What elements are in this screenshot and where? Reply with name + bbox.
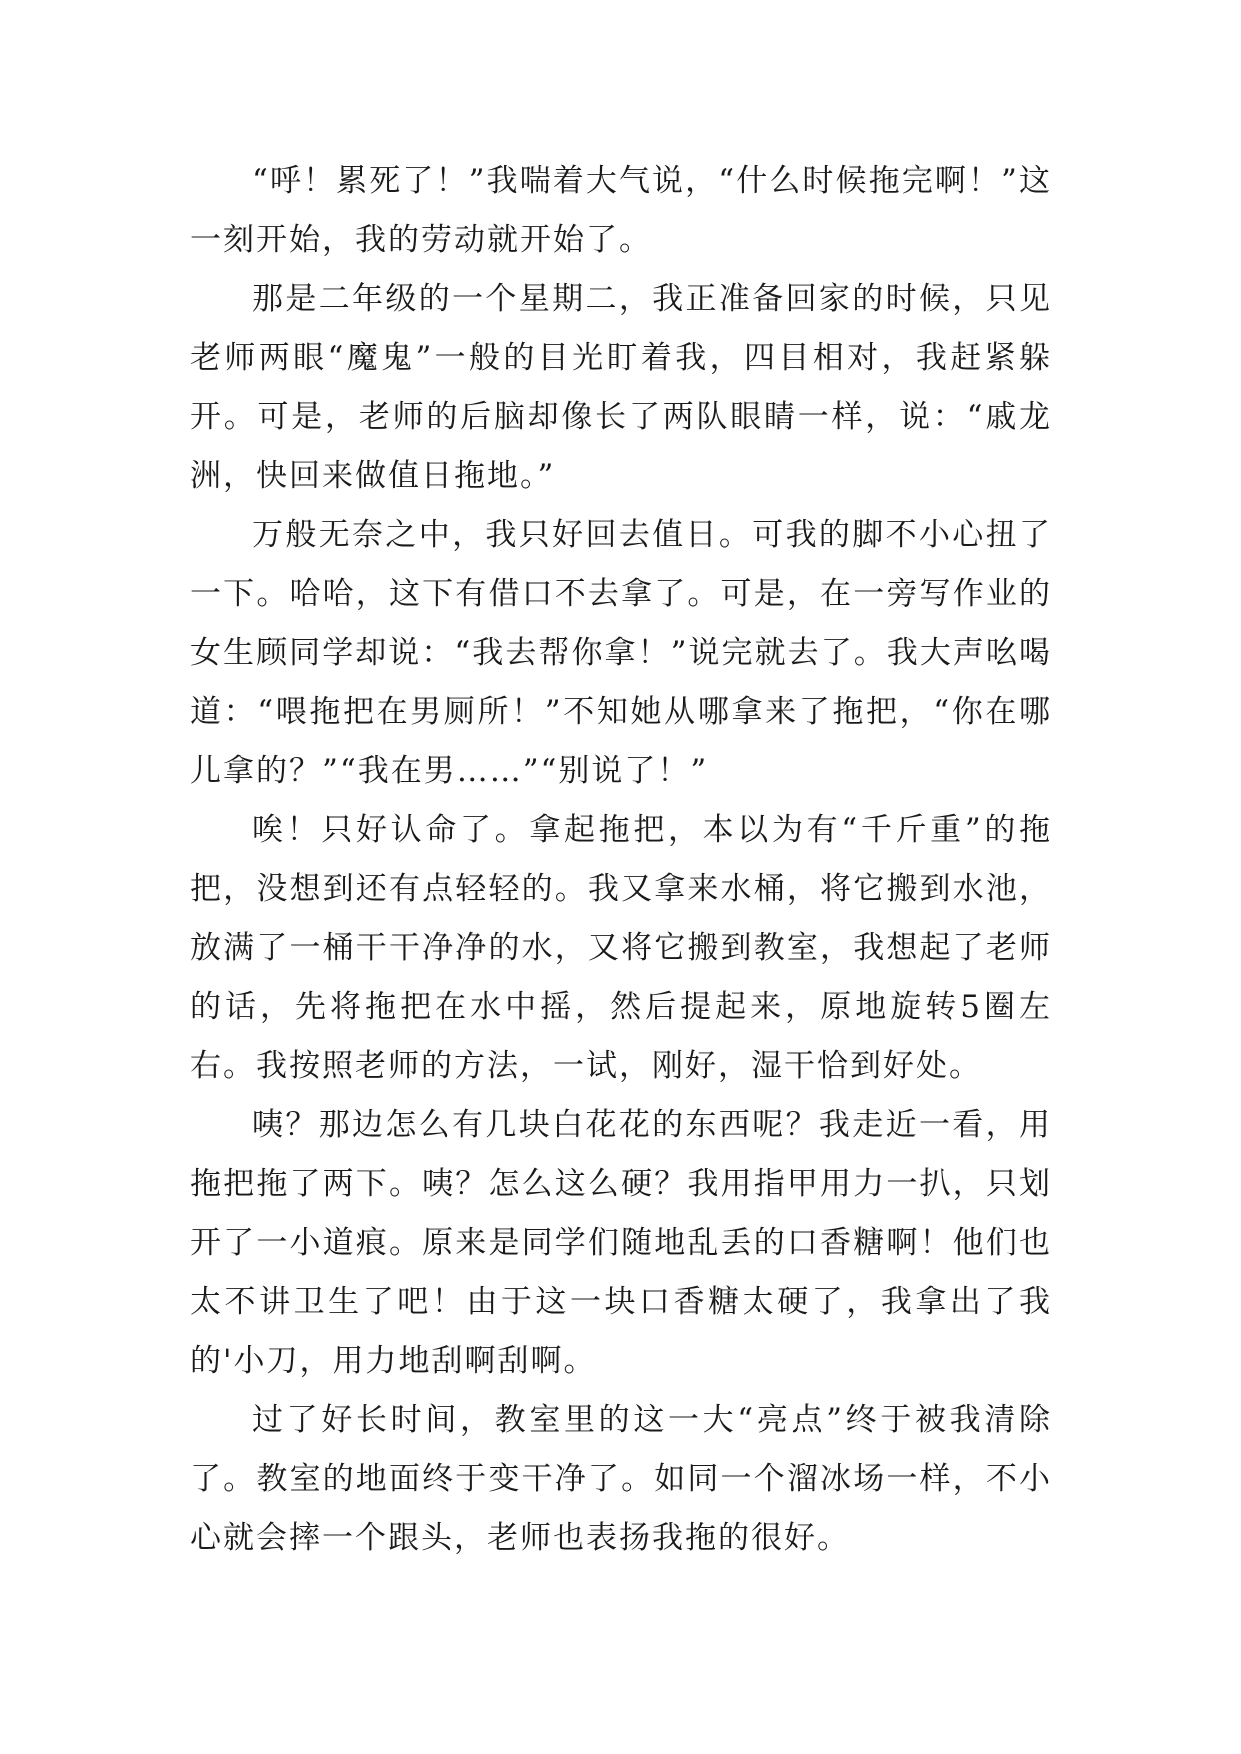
essay-body (190, 152, 1052, 1568)
paragraph-4: 唉！只好认命了。拿起拖把，本以为有“千斤重”的拖把，没想到还有点轻轻的。我又拿来水桶，将它搬到水池，放满了一桶干干净净的水，又将它搬到教室，我想起了老师的话，先将拖把在水中摇，然后提起来，原地旋转5圈左右。我按照老师的方法，一试，刚好，湿干恰到好处。 (190, 812, 1052, 1084)
paragraph-6: 过了好长时间，教室里的这一大“亮点”终于被我清除了。教室的地面终于变干净了。如同一个溜冰场一样，不小心就会摔一个跟头，老师也表扬我拖的很好。 (190, 1402, 1052, 1556)
paragraph-2: 那是二年级的一个星期二，我正准备回家的时候，只见老师两眼“魔鬼”一般的目光盯着我，四目相对，我赶紧躲开。可是，老师的后脑却像长了两队眼睛一样，说：“戚龙洲，快回来做值日拖地。” (190, 281, 1052, 494)
paragraph-1: “呼！累死了！”我喘着大气说，“什么时候拖完啊！”这一刻开始，我的劳动就开始了。 (190, 163, 1052, 258)
paragraph-3: 万般无奈之中，我只好回去值日。可我的脚不小心扭了一下。哈哈，这下有借口不去拿了。可是，在一旁写作业的女生顾同学却说：“我去帮你拿！”说完就去了。我大声吆喝道：“喂拖把在男厕所！”不知她从哪拿来了拖把，“你在哪儿拿的？”“我在男……”“别说了！” (190, 517, 1052, 789)
paragraph-5: 咦？那边怎么有几块白花花的东西呢？我走近一看，用拖把拖了两下。咦？怎么这么硬？我用指甲用力一扒，只划开了一小道痕。原来是同学们随地乱丢的口香糖啊！他们也太不讲卫生了吧！由于这一块口香糖太硬了，我拿出了我的'小刀，用力地刮啊刮啊。 (190, 1107, 1052, 1379)
